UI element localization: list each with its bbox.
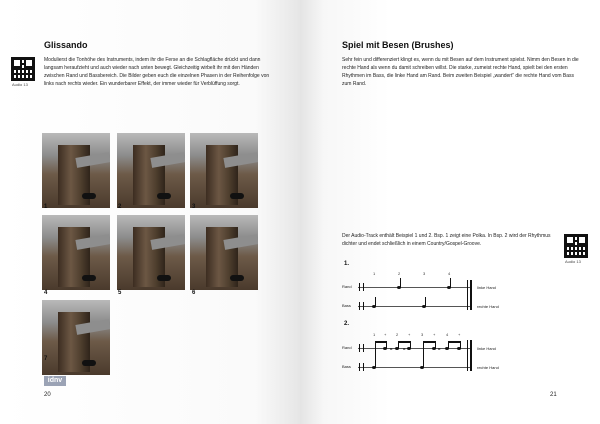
photo-step-1	[42, 133, 110, 208]
example-number: 2.	[344, 321, 350, 327]
photo-number: 6	[192, 290, 196, 296]
page-number: 21	[550, 392, 557, 398]
hand-label: linke Hand	[477, 346, 496, 351]
photo-step-4	[42, 215, 110, 290]
final-barline	[470, 280, 472, 310]
count-label: 3	[421, 332, 424, 337]
note-stem	[423, 341, 424, 367]
hand-label: rechte Hand	[477, 304, 499, 309]
count-label: 4	[448, 271, 451, 276]
photo-number: 2	[118, 204, 122, 210]
barline	[467, 340, 468, 371]
row-label: Bass	[342, 303, 351, 308]
right-page	[300, 0, 600, 424]
note-stem	[400, 278, 401, 287]
count-label: +	[433, 332, 436, 337]
percussion-clef-icon	[359, 344, 364, 352]
row-label: Rand	[342, 345, 352, 350]
note-beam	[448, 341, 461, 343]
percussion-clef-icon	[359, 363, 364, 371]
staff-line	[358, 287, 471, 288]
row-label: Bass	[342, 364, 351, 369]
page-heading: Glissando	[44, 40, 88, 50]
count-label: 2	[396, 332, 399, 337]
photo-step-5	[117, 215, 185, 290]
count-label: 4	[446, 332, 449, 337]
photo-number: 1	[44, 204, 48, 210]
final-barline	[470, 340, 472, 371]
qr-code-icon	[565, 235, 587, 257]
ghost-note-icon: o	[403, 346, 406, 351]
barline	[467, 280, 468, 310]
row-label: Rand	[342, 284, 352, 289]
count-label: +	[458, 332, 461, 337]
count-label: +	[384, 332, 387, 337]
body-text: Modulierst die Tonhöhe des Instruments, indem ihr die Ferse an die Schlagfläche drückt und dann langsam heraufzieht und auch wieder nach unten bewegt. Gleichzeitig wirbelt ihr mit den Händen zwischen Rand und Bassbereich. Die Bilder geben euch die einzelnen Phasen in der Reihenfolge von links nach rechts wieder. Ein wunderbarer Effekt, der immer wieder für Verblüffung sorgt.	[44, 57, 270, 87]
count-label: 3	[423, 271, 426, 276]
count-label: 1	[373, 271, 376, 276]
qr-label: Audio 13	[565, 259, 581, 264]
qr-code-icon	[12, 58, 34, 80]
ghost-note-icon: o	[390, 346, 393, 351]
note-beam	[423, 341, 436, 343]
count-label: +	[408, 332, 411, 337]
hand-label: linke Hand	[477, 285, 496, 290]
publisher-logo: idnv	[44, 376, 66, 386]
body-text: Sehr fein und differenziert klingt es, wenn du mit Besen auf dem Instrument spielst. Nimm den Besen in die rechte Hand als wenn du damit schreiben willst. Die starke, zumeist rechte Hand, spielt bei den ersten Rhythmen im Bass, die linke Hand am Rand. Beim zweiten Beispiel „wandert“ die rechte Hand vom Bass zum Rand.	[342, 57, 579, 87]
percussion-clef-icon	[359, 283, 364, 291]
page-number: 20	[44, 392, 51, 398]
percussion-clef-icon	[359, 302, 364, 310]
audio-description: Der Audio-Track enthält Beispiel 1 und 2. Bsp. 1 zeigt eine Polka. In Bsp. 2 wird der Rhythmus dichter und endet schließlich in einem Country/Gospel-Groove.	[342, 233, 551, 247]
note-stem	[450, 278, 451, 287]
note-stem	[375, 341, 376, 367]
example-number: 1.	[344, 261, 350, 267]
photo-number: 3	[192, 204, 196, 210]
count-label: 1	[373, 332, 376, 337]
hand-label: rechte Hand	[477, 365, 499, 370]
photo-step-7	[42, 300, 110, 375]
note-beam	[375, 341, 387, 343]
note-beam	[398, 341, 411, 343]
count-label: 2	[398, 271, 401, 276]
photo-number: 7	[44, 356, 48, 362]
qr-label: Audio 13	[12, 82, 28, 87]
photo-number: 4	[44, 290, 48, 296]
ghost-note-icon: o	[438, 346, 441, 351]
photo-number: 5	[118, 290, 122, 296]
note-stem	[425, 297, 426, 306]
page-heading: Spiel mit Besen (Brushes)	[342, 40, 454, 50]
photo-step-6	[190, 215, 258, 290]
photo-step-3	[190, 133, 258, 208]
note-stem	[375, 297, 376, 306]
photo-step-2	[117, 133, 185, 208]
